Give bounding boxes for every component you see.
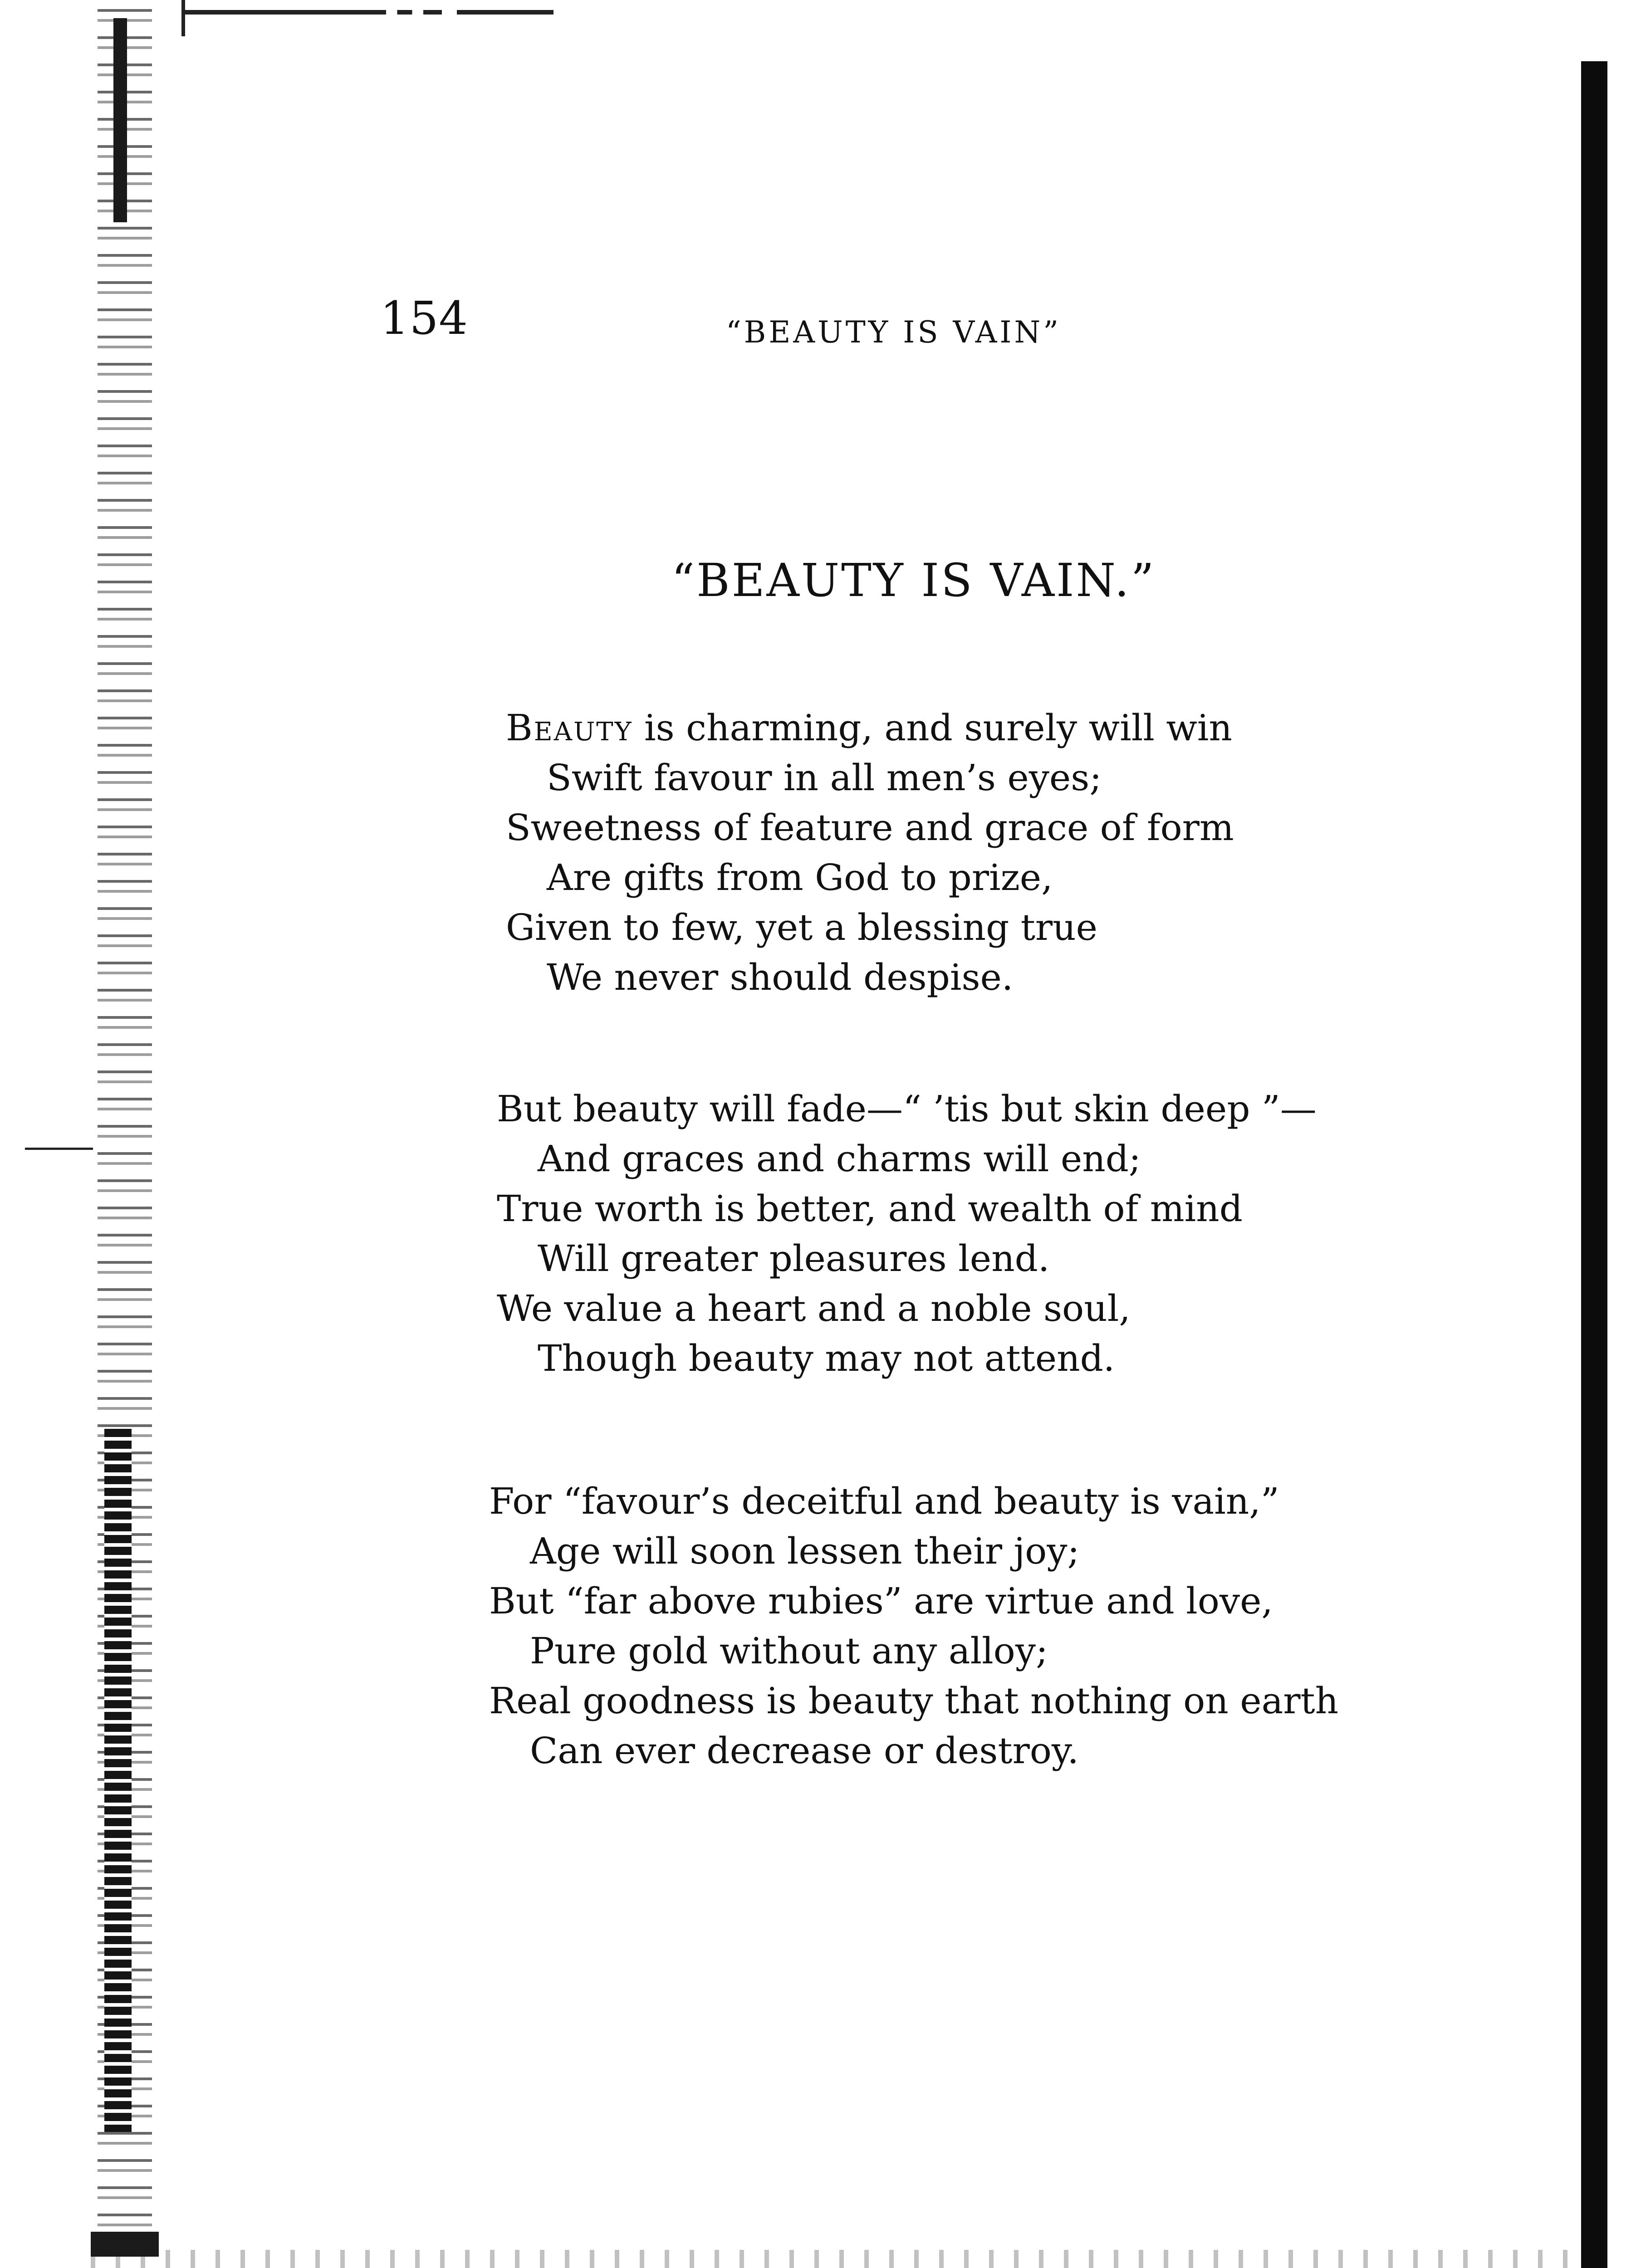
poem-line: True worth is better, and wealth of mind [497, 1188, 1243, 1230]
stanza-2 [497, 1084, 1317, 1383]
poem-title: “BEAUTY IS VAIN.” [671, 554, 1156, 607]
stanza-3 [489, 1476, 1338, 1776]
poem-line: And graces and charms will end; [538, 1138, 1141, 1180]
drop-word: Beauty [506, 707, 633, 749]
poem-line: For “favour’s deceitful and beauty is vain,” [489, 1480, 1279, 1522]
poem-line: We never should despise. [547, 956, 1014, 998]
poem-line-text: is charming, and surely will win [632, 707, 1232, 749]
running-head: “BEAUTY IS VAIN” [726, 315, 1061, 350]
poem-line: But beauty will fade—“ ’tis but skin deep ”— [497, 1088, 1317, 1130]
poem-line: Can ever decrease or destroy. [530, 1730, 1079, 1772]
poem-line: Given to few, yet a blessing true [506, 906, 1098, 948]
page-number: 154 [380, 292, 468, 345]
poem-line: Real goodness is beauty that nothing on earth [489, 1680, 1339, 1722]
poem-line: But “far above rubies” are virtue and love, [489, 1580, 1273, 1622]
poem-line: Sweetness of feature and grace of form [506, 807, 1234, 849]
poem-line: Swift favour in all men’s eyes; [547, 757, 1102, 799]
poem-line: Age will soon lessen their joy; [530, 1530, 1080, 1572]
poem-line: Are gifts from God to prize, [547, 856, 1053, 899]
poem-line: We value a heart and a noble soul, [497, 1287, 1131, 1330]
poem-line: Pure gold without any alloy; [530, 1630, 1048, 1672]
scan-edge-bottom-mark [91, 2232, 159, 2257]
scan-edge-top-rule [181, 10, 553, 15]
poem-line [506, 703, 1234, 753]
stanza-1 [506, 703, 1234, 1002]
scan-edge-bottom-noise [91, 2250, 1583, 2268]
scan-edge-vertical [181, 0, 185, 36]
scan-edge-left-tick [25, 1148, 93, 1150]
poem-line: Though beauty may not attend. [538, 1337, 1115, 1379]
binding-shadow-top [113, 18, 127, 222]
binding-shadow-bottom [104, 1429, 132, 2132]
poem-line: Will greater pleasures lend. [538, 1237, 1050, 1280]
scan-edge-right-bar [1581, 61, 1607, 2268]
